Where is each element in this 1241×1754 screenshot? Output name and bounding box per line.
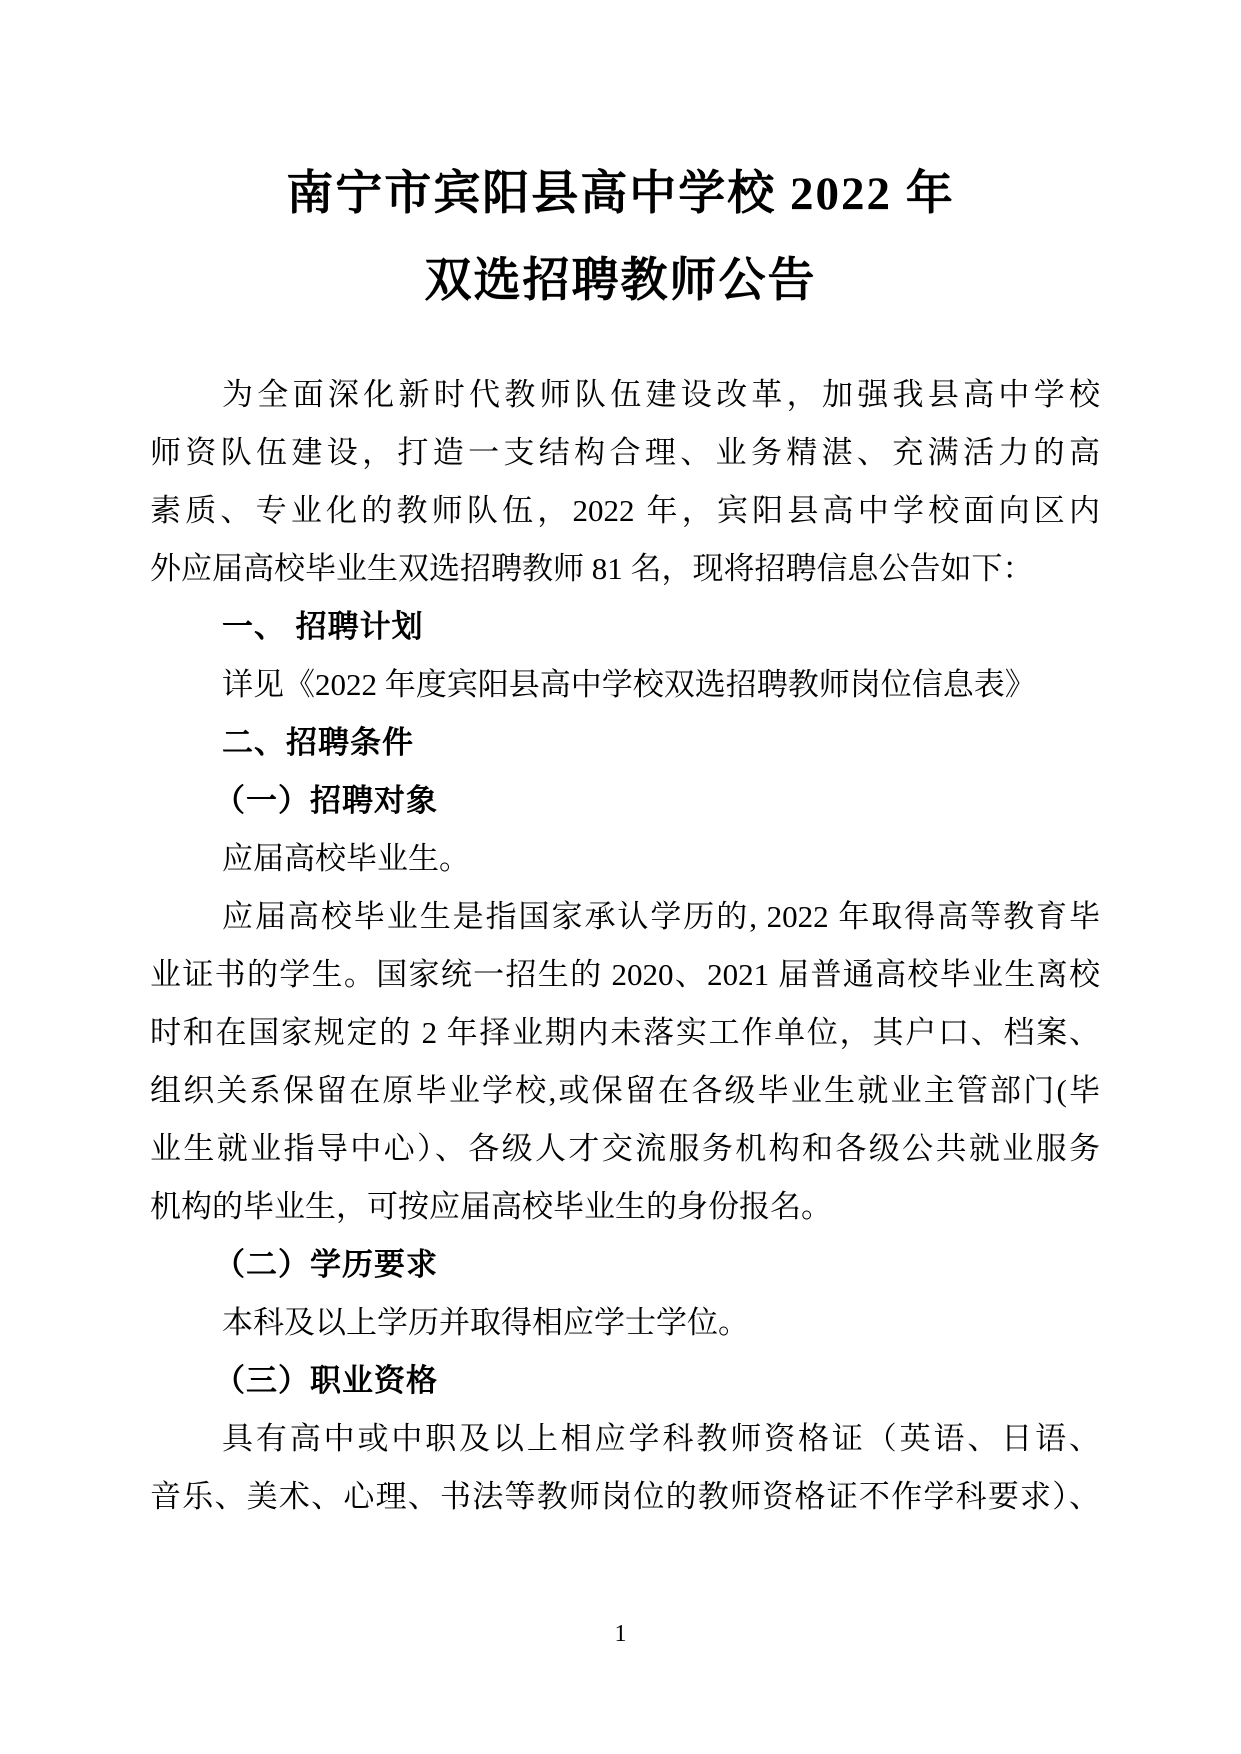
doc-line: 外应届高校毕业生双选招聘教师 81 名，现将招聘信息公告如下： [150, 551, 1034, 586]
doc-line: 业证书的学生。国家统一招生的 2020、2021 届普通高校毕业生离校 [150, 957, 1100, 992]
doc-line: 素质、专业化的教师队伍，2022 年，宾阳县高中学校面向区内 [150, 493, 1100, 528]
doc-line: 应届高校毕业生。 [222, 841, 470, 876]
doc-line: 音乐、美术、心理、书法等教师岗位的教师资格证不作学科要求）、 [150, 1479, 1100, 1514]
doc-line: 二、招聘条件 [222, 725, 414, 760]
doc-body [150, 366, 1100, 1526]
doc-line: 机构的毕业生，可按应届高校毕业生的身份报名。 [150, 1189, 832, 1224]
document-title [0, 151, 1241, 325]
doc-line: （二）学历要求 [214, 1247, 438, 1282]
doc-line: 组织关系保留在原毕业学校,或保留在各级毕业生就业主管部门(毕 [150, 1073, 1100, 1108]
doc-line: 为全面深化新时代教师队伍建设改革，加强我县高中学校 [222, 377, 1100, 412]
document-title-line2: 双选招聘教师公告 [424, 255, 817, 307]
document-title-line1: 南宁市宾阳县高中学校 2022 年 [286, 168, 955, 220]
page-number: 1 [614, 1621, 627, 1647]
doc-line: 业生就业指导中心）、各级人才交流服务机构和各级公共就业服务 [150, 1131, 1100, 1166]
doc-line: （三）职业资格 [214, 1363, 438, 1398]
doc-line: 应届高校毕业生是指国家承认学历的, 2022 年取得高等教育毕 [222, 899, 1100, 934]
doc-line: 本科及以上学历并取得相应学士学位。 [222, 1305, 749, 1340]
doc-line: （一）招聘对象 [214, 783, 438, 818]
doc-line: 具有高中或中职及以上相应学科教师资格证（英语、日语、 [222, 1421, 1100, 1456]
doc-line: 时和在国家规定的 2 年择业期内未落实工作单位，其户口、档案、 [150, 1015, 1100, 1050]
doc-line: 师资队伍建设，打造一支结构合理、业务精湛、充满活力的高 [150, 435, 1100, 470]
doc-line: 一、 招聘计划 [222, 609, 424, 644]
doc-line: 详见《2022 年度宾阳县高中学校双选招聘教师岗位信息表》 [222, 667, 1036, 702]
